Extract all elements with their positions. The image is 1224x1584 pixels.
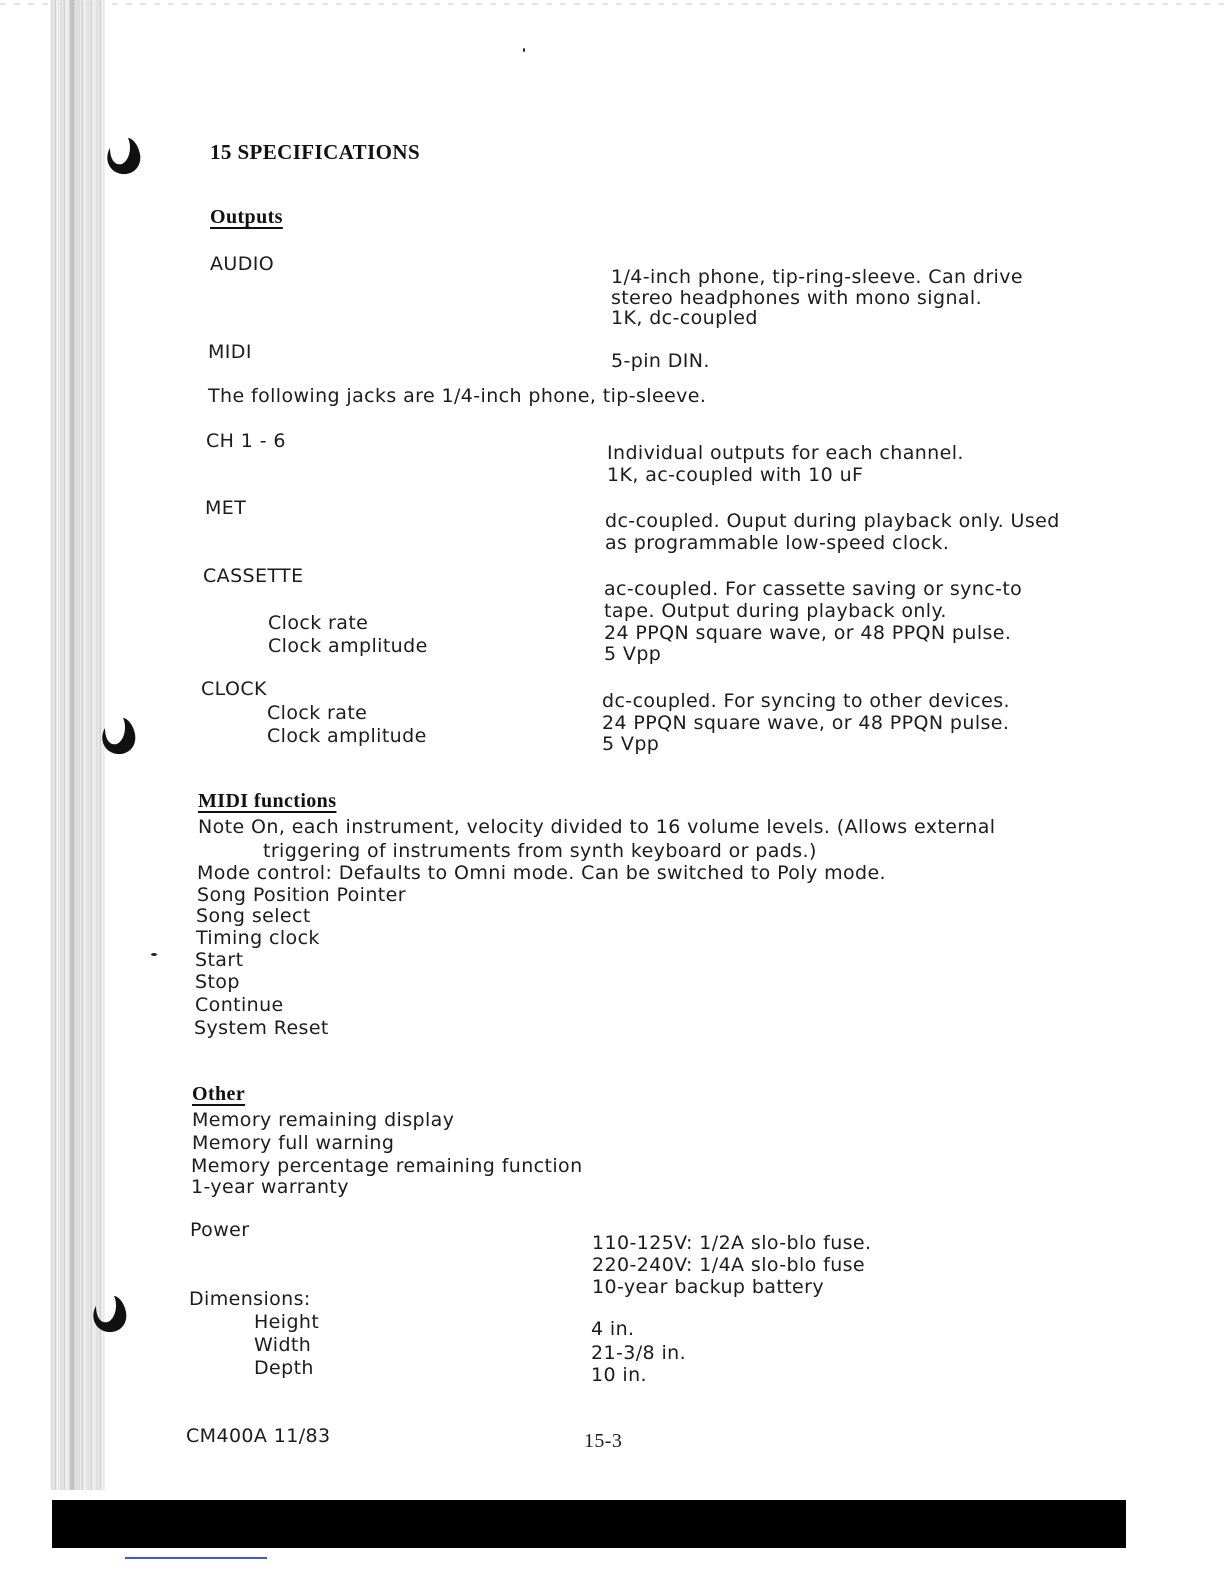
binding-shadow (70, 0, 80, 1490)
cassette-desc-4: 5 Vpp (604, 643, 662, 665)
midi-function-line: Start (195, 949, 244, 971)
audio-label: AUDIO (210, 253, 275, 275)
dimension-depth-label: Depth (254, 1357, 314, 1379)
clock-desc-2: 24 PPQN square wave, or 48 PPQN pulse. (602, 712, 1010, 734)
midi-function-line: Continue (195, 994, 284, 1016)
cassette-clock-amplitude: Clock amplitude (268, 635, 428, 657)
audio-desc-2: stereo headphones with mono signal. (611, 287, 983, 309)
midi-function-line: Song Position Pointer (197, 884, 406, 906)
midi-function-line: Note On, each instrument, velocity divided to 16 volume levels. (Allows external (198, 816, 996, 838)
dimension-height-label: Height (254, 1311, 320, 1333)
blue-rule (125, 1557, 267, 1559)
power-desc-3: 10-year backup battery (592, 1276, 824, 1298)
dimension-width-value: 21-3/8 in. (591, 1342, 687, 1364)
ch-label: CH 1 - 6 (206, 430, 286, 452)
section-title: 15 SPECIFICATIONS (210, 140, 421, 164)
outputs-heading: Outputs (210, 206, 283, 228)
audio-desc-1: 1/4-inch phone, tip-ring-sleeve. Can drive (611, 266, 1023, 288)
other-heading: Other (192, 1083, 246, 1105)
clock-desc-3: 5 Vpp (602, 733, 660, 755)
page-number: 15-3 (584, 1430, 623, 1452)
dimensions-label: Dimensions: (189, 1288, 311, 1310)
midi-function-line: Stop (195, 971, 240, 993)
power-label: Power (190, 1219, 250, 1241)
punch-hole-top (100, 134, 146, 180)
cassette-label: CASSETTE (203, 565, 304, 587)
audio-desc-3: 1K, dc-coupled (611, 307, 758, 329)
midi-desc: 5-pin DIN. (611, 350, 710, 372)
other-line: Memory percentage remaining function (191, 1155, 583, 1177)
other-line: Memory full warning (192, 1132, 395, 1154)
document-id: CM400A 11/83 (186, 1425, 331, 1447)
cassette-desc-3: 24 PPQN square wave, or 48 PPQN pulse. (604, 622, 1012, 644)
met-desc-2: as programmable low-speed clock. (605, 532, 950, 554)
clock-desc-1: dc-coupled. For syncing to other devices. (602, 690, 1010, 712)
ch-desc-2: 1K, ac-coupled with 10 uF (607, 464, 864, 486)
midi-label: MIDI (208, 341, 252, 363)
cassette-desc-2: tape. Output during playback only. (604, 600, 947, 622)
punch-hole-bottom (86, 1292, 132, 1338)
scan-speck (151, 953, 157, 956)
midi-function-line: Mode control: Defaults to Omni mode. Can be switched to Poly mode. (197, 862, 886, 884)
other-line: 1-year warranty (191, 1176, 349, 1198)
midi-function-line: Timing clock (196, 927, 320, 949)
scan-top-edge (0, 3, 1224, 5)
dimension-depth-value: 10 in. (591, 1364, 647, 1386)
other-line: Memory remaining display (192, 1109, 455, 1131)
met-label: MET (205, 497, 247, 519)
midi-function-line: System Reset (194, 1017, 329, 1039)
scan-black-band (52, 1500, 1126, 1548)
ch-desc-1: Individual outputs for each channel. (607, 442, 964, 464)
cassette-clock-rate: Clock rate (268, 612, 369, 634)
clock-clock-rate: Clock rate (267, 702, 368, 724)
dimension-height-value: 4 in. (591, 1318, 635, 1340)
met-desc-1: dc-coupled. Ouput during playback only. Used (605, 510, 1060, 532)
power-desc-1: 110-125V: 1/2A slo-blo fuse. (592, 1232, 872, 1254)
dimension-width-label: Width (254, 1334, 312, 1356)
cassette-desc-1: ac-coupled. For cassette saving or sync-to (604, 578, 1023, 600)
jacks-note: The following jacks are 1/4-inch phone, tip-sleeve. (208, 385, 707, 407)
punch-hole-middle (95, 714, 141, 760)
scan-speck (523, 48, 525, 52)
power-desc-2: 220-240V: 1/4A slo-blo fuse (592, 1254, 866, 1276)
clock-clock-amplitude: Clock amplitude (267, 725, 427, 747)
midi-functions-heading: MIDI functions (198, 790, 337, 812)
clock-label: CLOCK (201, 678, 267, 700)
midi-function-line: triggering of instruments from synth keyboard or pads.) (263, 840, 817, 862)
midi-function-line: Song select (196, 905, 311, 927)
